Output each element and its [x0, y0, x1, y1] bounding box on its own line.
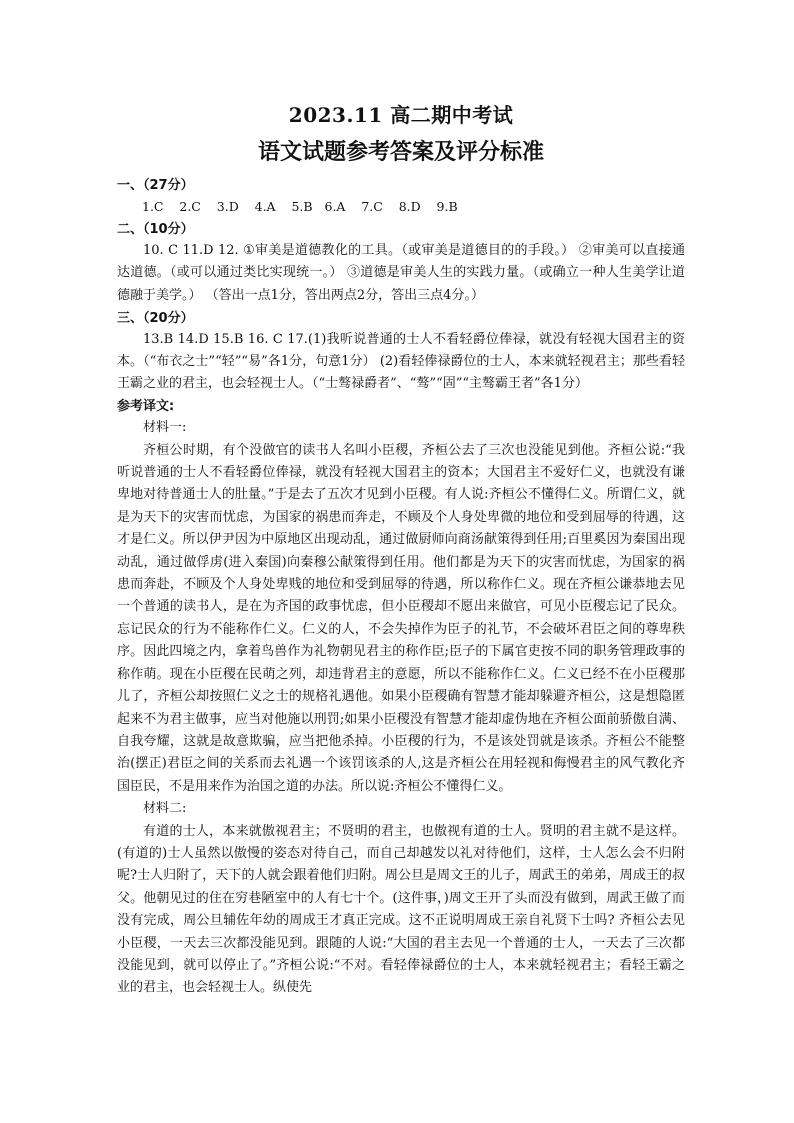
page-subtitle: 语文试题参考答案及评分标准 — [257, 140, 544, 165]
section-1-answers: 1.C 2.C 3.D 4.A 5.B 6.A 7.C 8.D 9.B — [142, 199, 458, 214]
section-3-heading: 三、（20分） — [117, 311, 194, 327]
section-2-heading: 二、（10分） — [117, 222, 194, 237]
material-2-label: 材料二: — [143, 801, 187, 817]
translation-heading: 参考译文: — [117, 399, 175, 415]
material-1-text: 齐桓公时期，有个没做官的读书人名叫小臣稷，齐桓公去了三次也没能见到他。齐桓公说:“我听说普通的士人不看轻爵位俸禄，就没有轻视大国君主的资本；大国君主不爱好仁义，也就没有谦卑地对待普通士人的肚量。”于是去了五次才见到小臣稷。有人说:齐桓公不懂得仁义。所谓仁义，就是为天下的灾害而忧虑，为国家的祸患而奔走，不顾及个人身处卑微的地位和受到屈辱的待遇，这才是仁义。所以伊尹因为中原地区出现动乱，通过做厨师向商汤献策得到任用;百里奚因为秦国出现动乱，通过做俘虏(进入秦国)向秦穆公献策得到任用。他们都是为天下的灾害而忧虑，为国家的祸患而奔赴，不顾及个人身处卑贱的地位和受到屈辱的待遇，所以称作仁义。现在齐桓公谦恭地去见一个普通的读书人，是在为齐国的政事忧虑，但小臣稷却不愿出来做官，可见小臣稷忘记了民众。忘记民众的行为不能称作仁义。仁义的人，不会失掉作为臣子的礼节，不会破坏君臣之间的尊卑秩序。因此四境之内，拿着鸟兽作为礼物朝见君主的称作臣;臣子的下属官吏按不同的职务管理政事的称作萌。现在小臣稷在民萌之列，却违背君主的意愿，所以不能称作仁义。仁义已经不在小臣稷那儿了，齐桓公却按照仁义之士的规格礼遇他。如果小臣稷确有智慧才能却躲避齐桓公，这是想隐匿起来不为君主做事，应当对他施以刑罚;如果小臣稷没有智慧才能却虚伪地在齐桓公面前骄傲自满、自我夸耀，这就是故意欺骗，应当把他杀掉。小臣稷的行为，不是该处罚就是该杀。齐桓公不能整治(摆正)君臣之间的关系而去礼遇一个该罚该杀的人,这是齐桓公在用轻视和侮慢君主的风气教化齐国臣民，不是用来作为治国之道的办法。所以说:齐桓公不懂得仁义。 — [117, 442, 685, 794]
material-2-text: 有道的士人，本来就傲视君主；不贤明的君主，也傲视有道的士人。贤明的君主就不是这样。(有道的)士人虽然以傲慢的姿态对待自己，而自己却越发以礼对待他们，这样，士人怎么会不归附呢?士人归附了，天下的人就会跟着他们归附。周公旦是周文王的儿子，周武王的弟弟，周成王的叔父。他朝见过的住在穷巷陋室中的人有七十个。(这件事，)周文王开了头而没有做到，周武王做了而没有完成，周公旦辅佐年幼的周成王才真正完成。这不正说明周成王亲自礼贤下士吗? 齐桓公去见小臣稷，一天去三次都没能见到。跟随的人说:“大国的君主去见一个普通的士人，一天去了三次都没能见到，就可以停止了。”齐桓公说:“不对。看轻俸禄爵位的士人，本来就轻视君主；看轻王霸之业的君主，也会轻视士人。纵使先 — [117, 823, 685, 996]
section-3 — [117, 309, 685, 395]
document-page — [117, 100, 685, 1000]
section-2 — [117, 220, 685, 307]
section-2-answers: 10. C 11.D 12. ①审美是道德教化的工具。（或审美是道德目的的手段。） ②审美可以直接通达道德。（或可以通过类比实现统一。） ③道德是审美人生的实践力量。（或确立一种人生美学让道德融于美学。） （答出一点1分，答出两点2分，答出三点4分。） — [117, 243, 685, 303]
section-1-heading: 一、（27分） — [117, 178, 194, 193]
page-title: 2023.11 高二期中考试 — [288, 103, 514, 127]
translation-section — [117, 397, 685, 1000]
material-1-label: 材料一: — [143, 420, 187, 436]
section-3-answers: 13.B 14.D 15.B 16. C 17.(1)我听说普通的士人不看轻爵位俸禄，就没有轻视大国君主的资本。（“布衣之士”“轻”“易”各1分，句意1分） (2)看轻俸禄爵位的士人，本来就轻视君主；那些看轻王霸之业的君主，也会轻视士人。（“士骜禄爵者”、“骜”“固”“主骜霸王者”各1分） — [117, 332, 685, 392]
section-1 — [117, 176, 685, 218]
